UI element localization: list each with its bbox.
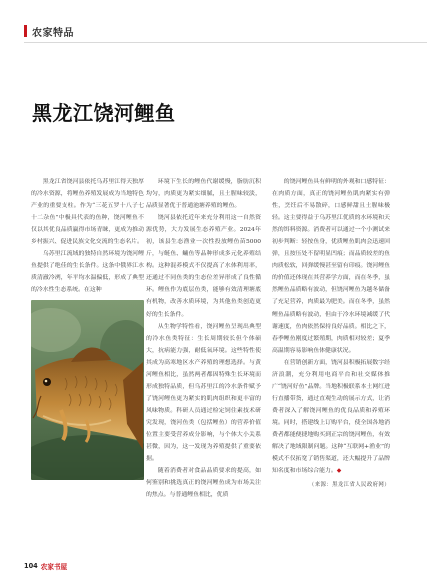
- article-column-2: [146, 176, 261, 501]
- paragraph-text: 在营销创新方面，饶河县积极拓展数字经济浪潮，充分利用电商平台和社交媒体推广“饶河好鱼”品牌。当地积极联系本土网红进行直播带货，通过直观生动的展示方式，让消费者深入了解饶河鲤鱼的优良品质和养殖环境。同时，搭建线上订购平台，使全国各地消费者都能便捷地购买到正宗的饶河鲤鱼，有效解决了地域限制问题。这种“互联网+渔业”的模式不仅拓宽了销售渠道，还大幅提升了品牌知名度和市场综合能力。: [272, 359, 390, 475]
- section-marker-bar: [24, 25, 27, 37]
- article-column-1: [31, 176, 144, 296]
- paragraph: 饶河县依托近年来充分利用这一自然资源优势，大力发展生态养殖产业。2024年初，该县生态渔业一次性投放鲤鱼苗5000斤，与鲢鱼、鳙鱼等品种形成多元化养殖结构。这种混养模式不仅提高了水体利用率，还通过不同鱼类的生态位差异形成了良性循环。鲤鱼作为底层鱼类，能够有效清理塘底有机物，改善水质环境，为其他鱼类创造更好的生长条件。: [146, 215, 261, 318]
- header-divider: [24, 42, 427, 43]
- carp-photo: [31, 300, 144, 480]
- page-number: 104: [24, 562, 38, 570]
- end-mark: ◆: [336, 468, 342, 475]
- paragraph: 随着消费者对食品品质要求的提高，如何鉴别和挑选真正的饶河鲤鱼成为市场关注的焦点。与普通鲤鱼相比，优质: [146, 468, 261, 499]
- section-label: 农家特品: [32, 27, 74, 39]
- page-footer: [24, 561, 67, 571]
- paragraph: 从生物学特性看，饶河鲤鱼呈现出典型的冷水鱼类特征：生长周期较长但个体硕大，抗病能力强，耐低氧环境。这些特性使其成为高寒地区水产养殖的理想选择。与黄河鲤鱼相比，虽然两者都因特殊生长环境而形成独特品质，但乌苏里江的冷水条件赋予了饶河鲤鱼更为紧实的肌肉组织和更丰富的风味物质。科研人员通过检定饲住素技术研究发现，饶河鱼类（包括鲤鱼）的营养价值位置主要受营养成分影响，与个体大小关系甚微，因为，这一发现为养殖提供了重要依据。: [146, 323, 261, 463]
- carp-photo-illustration: [31, 300, 144, 480]
- paragraph: [272, 357, 390, 477]
- article-column-3: [272, 176, 390, 491]
- magazine-name: 农家书屋: [40, 563, 68, 571]
- source-credit: （来源：黑龙江省人民政府网）: [308, 482, 390, 489]
- paragraph: 环境下生长的鲤鱼代谢缓慢，脂肪沉积均匀，肉质更为紧实细腻，且土腥味较淡，品质显著优于普通池塘养殖的鲤鱼。: [146, 179, 261, 210]
- paragraph: 的饶河鲤鱼具有鲜明的外观和口感特征：在肉质方面，真正的饶河鲤鱼肌肉紧实有弹性，烹饪后不易散碎，口感鲜甜且土腥味极轻。这主要得益于乌苏里江优质的水环境和天然的饵料资源。消费者可以通过一个小测试来初步判断：轻按鱼身，优质鲤鱼肌肉会迅速回弹，且按压处不留明显凹痕；而品质较差的鱼肉质松软，回弹缓慢甚至留有印痕。饶河鲤鱼的价值还体现在其营养学方面，而在冬季，虽然鲤鱼品质略有波动，但饶河鲤鱼为越冬储备了充足营养，肉质最为肥美。而在冬季，虽然鲤鱼品质略有波动，但由于冷水环境减缓了代谢速度，鱼肉依然保持良好品质。相比之下，春季鲤鱼刚度过繁殖期，肉质相对较差；夏季高温期容易影响鱼体健康状况。: [272, 179, 390, 354]
- paragraph: 乌苏里江流域的独特自然环境为饶河鲤鱼提供了绝佳的生长条件。这条中俄界江水质清澈冷冽，年平均水温偏低，形成了典型的冷水性生态系统。在这种: [31, 251, 144, 294]
- section-header: [24, 24, 74, 38]
- paragraph: 黑龙江省饶河县依托乌苏里江得天独厚的冷水资源，将鲤鱼养殖发展成为当地特色产业的重要支柱。作为“三花五罗十八子七十二杂鱼”中极具代表的鱼种，饶河鲤鱼不仅以其优良品质赢得市场青睐，更成为推动乡村振兴、促进民族文化交流的生态名片。: [31, 179, 144, 246]
- page-title: 黑龙江饶河鲤鱼: [32, 101, 176, 125]
